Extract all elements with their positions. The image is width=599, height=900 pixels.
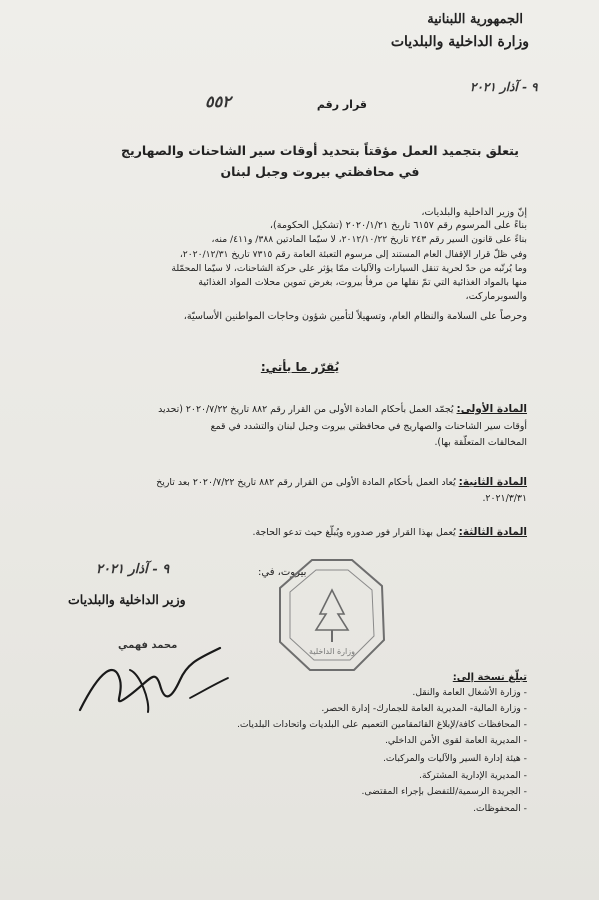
article-text: يُعاد العمل بأحكام المادة الأولى من القرار رقم ٨٨٢ تاريخ ٢٠٢٠/٧/٢٢ بعد تاريخ <box>156 477 456 488</box>
distribution-item: - المديرية الإدارية المشتركة. <box>419 770 527 781</box>
preamble-line: بناءً على المرسوم رقم ٦١٥٧ تاريخ ٢٠٢٠/١/٢١ (تشكيل الحكومة)، <box>269 220 527 231</box>
article-1-line-2: أوقات سير الشاحنات والصهاريج في محافظتي بيروت وجبل لبنان والتشدد في قمع <box>210 421 527 432</box>
article-title: المادة الثانية: <box>458 476 527 488</box>
minister-name: محمد فهمي <box>118 640 178 651</box>
distribution-item: - وزارة الأشغال العامة والنقل. <box>412 687 527 698</box>
preamble-line: إنّ وزير الداخلية والبلديات، <box>421 207 527 218</box>
signature-date: ٩ - آذار ٢٠٢١ <box>96 562 170 577</box>
handwritten-signature <box>60 640 235 720</box>
preamble-line: وما يُرتّبه من حدّ لحرية تنقل السيارات والآليات ممّا يؤثر على حركة الشاحنات، لا سيّما المحمّلة <box>171 263 527 274</box>
ministry-header: وزارة الداخلية والبلديات <box>390 34 529 50</box>
preamble-line: بناءً على قانون السير رقم ٢٤٣ تاريخ ٢٠١٢/١٠/٢٢، لا سيّما المادتين ٣٨٨/ و٤١١/ منه، <box>211 234 527 245</box>
article-text: يُجمّد العمل بأحكام المادة الأولى من القرار رقم ٨٨٢ تاريخ ٢٠٢٠/٧/٢٢ (تحديد <box>158 404 454 415</box>
article-1 <box>158 403 527 416</box>
decision-label: قرار رقم <box>316 98 367 111</box>
distribution-item: - الجريدة الرسمية/للتفضل بإجراء المقتضى. <box>361 786 527 797</box>
article-text: يُعمل بهذا القرار فور صدوره ويُبلّغ حيث تدعو الحاجة. <box>252 527 456 538</box>
official-stamp <box>276 556 388 674</box>
article-1-line-3: المخالفات المتعلّقة بها). <box>434 437 527 448</box>
preamble-line: منها بالمواد الغذائية التي تمّ نقلها من مرفأ بيروت، بغرض تموين محلات المواد الغذائية <box>198 277 527 288</box>
subject-line-1: يتعلق بتجميد العمل مؤقتاً بتحديد أوقات سير الشاحنات والصهاريج <box>121 143 519 158</box>
minister-title: وزير الداخلية والبلديات <box>68 592 186 607</box>
republic-header: الجمهورية اللبنانية <box>427 12 523 27</box>
article-title: المادة الثالثة: <box>458 526 527 538</box>
preamble-line: وحرصاً على السلامة والنظام العام، وتسهيلاً لتأمين شؤون وحاجات المواطنين الأساسيّة، <box>183 311 527 322</box>
article-2 <box>156 476 527 489</box>
article-3 <box>252 526 527 539</box>
decision-number: ٥٥٢ <box>205 92 231 111</box>
article-2-line-2: ٢٠٢١/٣/٣١. <box>482 493 527 504</box>
distribution-item: - المحفوظات. <box>473 803 527 814</box>
preamble-line: وفي ظلّ قرار الإقفال العام المستند إلى مرسوم التعبئة العامة رقم ٧٣١٥ تاريخ ٢٠٢٠/١٢/٣١، <box>179 249 527 260</box>
distribution-title: تبلّغ نسخة إلى: <box>452 672 527 683</box>
place-date-label: بيروت، في: <box>258 567 307 578</box>
article-title: المادة الأولى: <box>456 403 527 415</box>
distribution-item: - المحافظات كافة/لإبلاغ القائمقامين التعميم على البلديات واتحادات البلديات. <box>236 719 527 730</box>
stamp-text: وزارة الداخلية <box>309 647 355 656</box>
distribution-item: - وزارة المالية- المديرية العامة للجمارك- إدارة الحصر. <box>321 703 527 714</box>
distribution-item: - المديرية العامة لقوى الأمن الداخلي. <box>384 735 527 746</box>
preamble-line: والسوبرماركت، <box>465 291 527 302</box>
decides-heading: يُقرّر ما يأتي: <box>260 360 340 374</box>
top-date: ٩ - آذار ٢٠٢١ <box>470 80 538 94</box>
distribution-item: - هيئة إدارة السير والآليات والمركبات. <box>382 753 527 764</box>
subject-line-2: في محافظتي بيروت وجبل لبنان <box>220 164 420 179</box>
